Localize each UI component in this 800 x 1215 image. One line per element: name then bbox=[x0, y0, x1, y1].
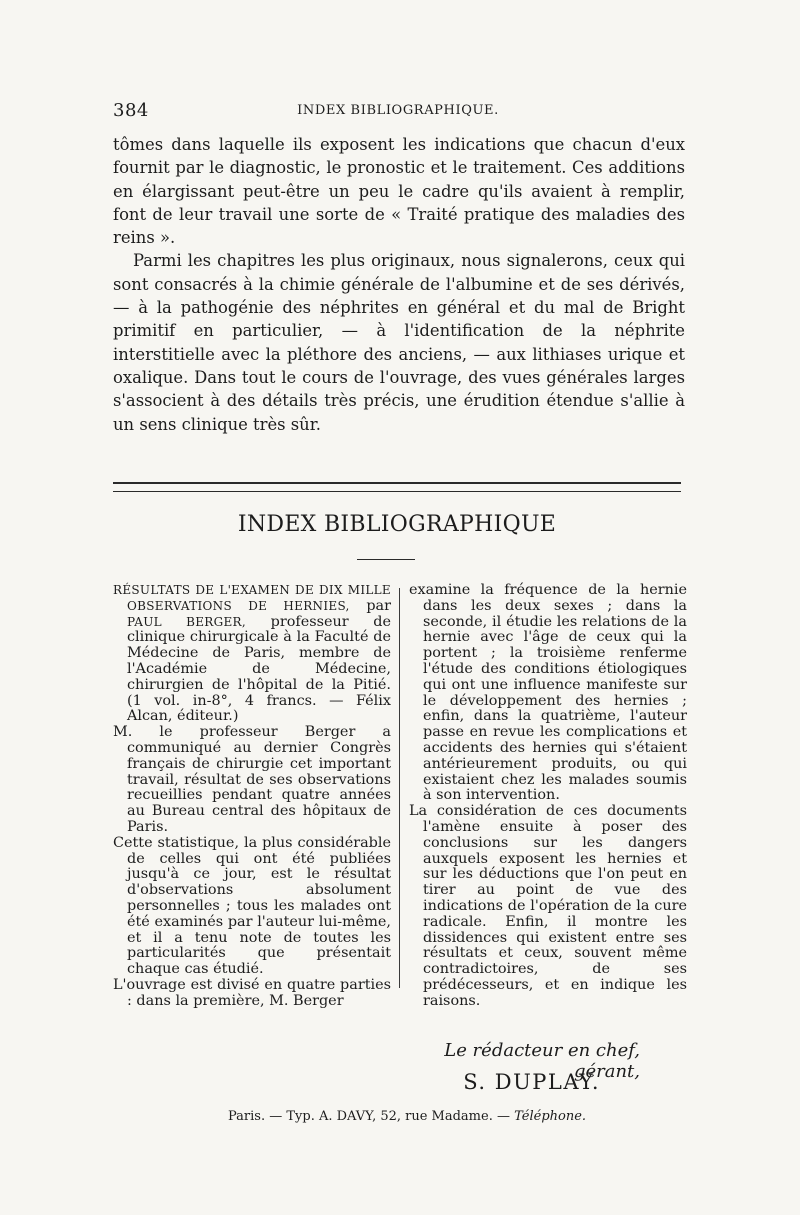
entry-details: professeur de clinique chirurgicale à la Faculté de Médecine de Paris, membre de l'Académie de Médecine, chirurgien de l'hôpital de la Pitié. (1 vol. in-8°, 4 francs. — Félix Alcan, éditeur.) bbox=[127, 613, 392, 725]
editor-signoff: Le rédacteur en chef, gérant, bbox=[444, 1040, 640, 1082]
review-paragraph-3: L'ouvrage est divisé en quatre parties : dans la première, M. Berger bbox=[113, 976, 391, 1009]
review-paragraph-1: M. le professeur Berger a communiqué au dernier Congrès français de chirurgie cet important travail, résultat de ses observations recueillies pendant quatre années au Bureau central des hôpitaux de Paris. bbox=[113, 724, 391, 835]
entry-title: RÉSULTATS DE L'EXAMEN DE DIX MILLE OBSERVATIONS DE HERNIES, bbox=[113, 583, 391, 613]
section-divider bbox=[113, 482, 681, 492]
editor-signature: S. DUPLAY. bbox=[463, 1070, 600, 1094]
review-paragraph-2: Cette statistique, la plus considérable de celles qui ont été publiées jusqu'à ce jour, est le résultat d'observations absolument personnelles ; tous les malades ont été examinés par l'auteur lui-même, et il a tenu note de toutes les particularités que présentait chaque cas étudié. bbox=[113, 834, 391, 978]
entry-by: par bbox=[366, 597, 391, 614]
title-underline bbox=[357, 559, 415, 560]
running-title: INDEX BIBLIOGRAPHIQUE. bbox=[297, 103, 499, 118]
running-head bbox=[113, 100, 683, 124]
printer-imprint bbox=[228, 1109, 588, 1124]
page-number: 384 bbox=[113, 100, 149, 121]
right-column bbox=[409, 583, 687, 1010]
section-title: INDEX BIBLIOGRAPHIQUE bbox=[237, 512, 557, 537]
entry-author: PAUL BERGER, bbox=[127, 614, 246, 629]
intro-text bbox=[113, 133, 685, 436]
imprint-text: Paris. — Typ. A. DAVY, 52, rue Madame. — bbox=[228, 1109, 510, 1124]
left-column bbox=[113, 583, 391, 1010]
imprint-telephone: Téléphone. bbox=[514, 1109, 587, 1124]
review-paragraph-5: La considération de ces documents l'amène ensuite à poser des conclusions sur les dangers auxquels exposent les hernies et sur les déductions que l'on peut en tirer au point de vue des indications de l'opération de la cure radicale. Enfin, il montre les dissidences qui existent entre ses résultats et ceux, souvent même contradictoires, de ses prédécesseurs, et en indique les raisons. bbox=[409, 803, 687, 1009]
bibliographic-entry bbox=[113, 583, 391, 725]
intro-paragraph-2: Parmi les chapitres les plus originaux, nous signalerons, ceux qui sont consacrés à la chimie générale de l'albumine et de ses dérivés, — à la pathogénie des néphrites en général et du mal de Bright primitif en particulier, — à l'identification de la néphrite interstitielle avec la pléthore des anciens, — aux lithiases urique et oxalique. Dans tout le cours de l'ouvrage, des vues générales larges s'associent à des détails très précis, une érudition étendue s'allie à un sens clinique très sûr. bbox=[113, 251, 685, 434]
intro-paragraph-1: tômes dans laquelle ils exposent les indications que chacun d'eux fournit par le diagnostic, le pronostic et le traitement. Ces additions en élargissant peut-être un peu le cadre qu'ils avaient à remplir, font de leur travail une sorte de « Traité pratique des maladies des reins ». bbox=[113, 135, 685, 248]
column-separator bbox=[399, 588, 400, 988]
review-paragraph-4: examine la fréquence de la hernie dans les deux sexes ; dans la seconde, il étudie les relations de la hernie avec l'âge de ceux qui la portent ; la troisième renferme l'étude des conditions étiologiques qui ont une influence manifeste sur le développement des hernies ; enfin, dans la quatrième, l'auteur passe en revue les complications et accidents des hernies qui s'étaient antérieurement produits, ou qui existaient chez les malades soumis à son intervention. bbox=[409, 582, 687, 804]
